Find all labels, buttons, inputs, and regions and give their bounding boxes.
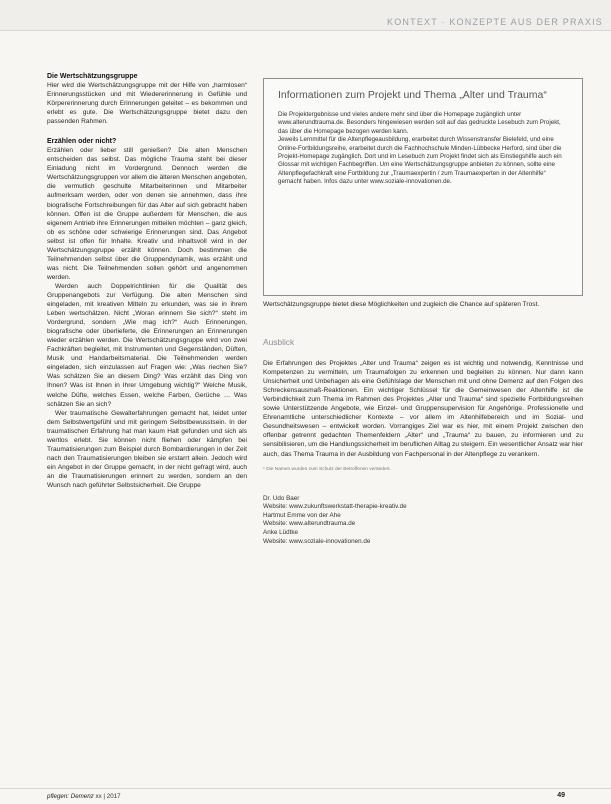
heading-wertschaetzungsgruppe: Die Wertschätzungsgruppe (47, 73, 138, 80)
heading-ausblick: Ausblick (263, 337, 295, 348)
publication-issue: xx | 2017 (95, 793, 121, 800)
footnote: * Die Namen wurden zum Schutz der Betroffenen verändert. (263, 466, 391, 472)
paragraph-erzaehlen-2: Werden auch Doppelrichtlinien für die Qualität des Gruppenangebots zur Verfügung. Die alten Menschen sind eingeladen, mit kreativen Mitteln zu erkunden, was sie in ihrem Leben wertschätzen. Nicht „Woran erinnern Sie sich?“ steht im Vordergrund, sondern „Wie mag ich?“ Auch Erinnerungen, biografische oder überlieferte, die Erinnerungen an Erinnerungen wieder erzählen werden. Die Wertschätzungsgruppe wird von zwei Fachkräften begleitet, mit Instrumenten und Gegenständen, Düften, Musik und Handarbeitsmaterial. Die Teilnehmenden werden eingeladen, sich einzulassen auf Fragen wie: „Was riechen Sie? Was schätzen Sie an diesem Ding? Was erzählt das Ding von Ihnen? Was ist Ihnen in Ihrer Umgebung wichtig?“ Welche Musik, welche Düfte, welches Essen, welche Farben, Gerüche … Was schätzen Sie an sich? (47, 282, 247, 408)
header-divider (0, 30, 611, 31)
paragraph-ausblick: Die Erfahrungen des Projektes „Alter und Trauma“ zeigen es ist wichtig und notwendig, Kenntnisse und Kompetenzen zu vermitteln, um Traumafolgen zu erkennen und begleiten zu können. Nur dann kann Unsicherheit und Unbehagen als eine Gefühlslage der Menschen mit und ohne Demenz auf den Folgen des Schreckensausmaß-Reaktionen. Ein wichtiger Schlüssel für die Gemeinwesen der Altenhilfe ist die Verbindlichkeit zum Thema im Rahmen des Projektes „Alter und Trauma“ sind spezielle Fortbildungsreihen sowie Unterstützende Angebote, wie Einzel- und Gruppensupervision für Angehörige. Professionelle und Ehrenamtliche unterschiedlicher Kontexte – vor allem im Altenhilfebereich und im Sozial- und Gesundheitswesen – entwickelt worden. Vorrangiges Ziel war es hier, mit einem Projekt zwischen den offenbar getrennt gedachten Themenfeldern „Alter“ und „Trauma“ zu bauen, zu informieren und zu sensibilisieren, um die Handlungssicherheit im beruflichen Alltag zu steigern. Ein wesentlicher Ansatz war hier auch, das Thema Trauma in der Ausbildung von Fachpersonal in der Altenpflege zu verankern. (263, 360, 583, 458)
contact-website-link[interactable]: Website: www.alterundtrauma.de (263, 520, 356, 528)
footer-divider (0, 788, 611, 789)
contact-list (263, 495, 583, 547)
info-box (263, 78, 583, 296)
contact-name: Anke Lüdtke (263, 528, 299, 536)
contact-name: Dr. Udo Baer (263, 494, 300, 502)
info-box-title: Informationen zum Projekt und Thema „Alter und Trauma“ (278, 89, 547, 101)
paragraph-erzaehlen-3: Wer traumatische Gewalterfahrungen gemacht hat, leidet unter dem Selbstwertgefühl und mit geringem Selbstbewusstsein. In der traumatischen Erfahrung hat man kaum Halt gefunden und sich als wertlos erlebt. Sie können nicht fliehen oder kämpfen bei Traumatisierungen zum Beispiel durch Bombardierungen in der Zeit nach den Traumatisierungen bleiben sie erstarrt allein. Jedoch wird ein Angebot in der Gruppe gemacht, in der nicht gefragt wird, auch an die Traumatisierungen erinnert zu werden, sondern an den Wunsch nach geführter Selbstsicherheit. Die Gruppe (47, 409, 247, 489)
heading-erzaehlen: Erzählen oder nicht? (47, 138, 117, 146)
left-column (47, 72, 247, 490)
info-box-paragraph-1: Die Projektergebnisse und vieles andere mehr sind über die Homepage zugänglich unter www.alterundtrauma.de. Besonders hingewiesen werden soll auf das gedruckte Lesebuch zum Projekt, das über die Homepage bezogen werden kann. (278, 111, 561, 135)
info-box-paragraph-2: Jeweils Lernmittel für die Altenpflegeausbildung, erarbeitet durch Wissenstransfer Bielefeld, und eine Online-Fortbildungsreihe, erarbeitet durch die Fachhochschule Minden-Lübbecke Herford, sind über die Projekt-Homepage zugänglich. Dort und im Lesebuch zum Projekt findet sich als Einstiegshilfe auch ein Glossar mit wichtigen Fachbegriffen. Um eine Wertschätzungsgruppe anbieten zu können, sollte eine Altenpflegefachkraft eine Fortbildung zur „Traumaexpertin / zum Traumaexperten in der Altenhilfe“ gemacht haben. Infos dazu unter www.soziale-innovationen.de. (278, 136, 562, 186)
footer-publication (47, 793, 121, 800)
contact-website-link[interactable]: Website: www.soziale-innovationen.de (263, 537, 371, 545)
right-column (263, 300, 583, 546)
page-number: 49 (557, 792, 565, 799)
paragraph-wertschaetzungsgruppe: Hier wird die Wertschätzungsgruppe mit der Hilfe von „harmlosen“ Erinnerungsstücken und mit Wiedererinnerung in Gefühle und Körpererinnerung durch Erinnerungen geleitet – es bekommen und erlebt es gute. Die Wertschätzungsgruppe bietet dazu den passenden Rahmen. (47, 82, 247, 126)
contact-website-link[interactable]: Website: www.zukunftswerkstatt-therapie-kreativ.de (263, 503, 407, 511)
paragraph-erzaehlen-1: Erzählen oder lieber still genießen? Die alten Menschen entscheiden das selbst. Das mögliche Trauma steht bei dieser Einladung nicht im Vordergrund. Dennoch werden die Wertschätzungsgruppen vor allem die älteren Menschen angeboten, die vermutlich geschulte Mitarbeiterinnen und Mitarbeiter aufmerksam werden, oder von denen sie annehmen, dass ihre biografische Fortschreibungen für das Alter auf sich gebracht haben können. Offen ist die Gruppe außerdem für Menschen, die aus eigenem Antrieb ihre Erinnerungen mitteilen möchten – ganz gleich, ob es schöne oder schwierige Erinnerungen sind. Das Angebot selbst ist offen für Inhalte. Kreativ und inhaltsvoll wird in der Wertschätzungsgruppe erzählt können. Doch bestimmen die Teilnehmenden selbst über die Gruppendynamik, was erzählt und was nicht. Die Teilnehmenden sollen gehört und angenommen werden. (47, 147, 247, 281)
contact-name: Hartmut Emme von der Ahe (263, 511, 341, 519)
publication-name: pflegen: Demenz (47, 793, 94, 800)
section-header-title: KONTEXT · KONZEPTE AUS DER PRAXIS (387, 17, 603, 27)
paragraph-intro: Wertschätzungsgruppe bietet diese Möglichkeiten und zugleich die Chance auf späteren Trost. (263, 301, 540, 308)
